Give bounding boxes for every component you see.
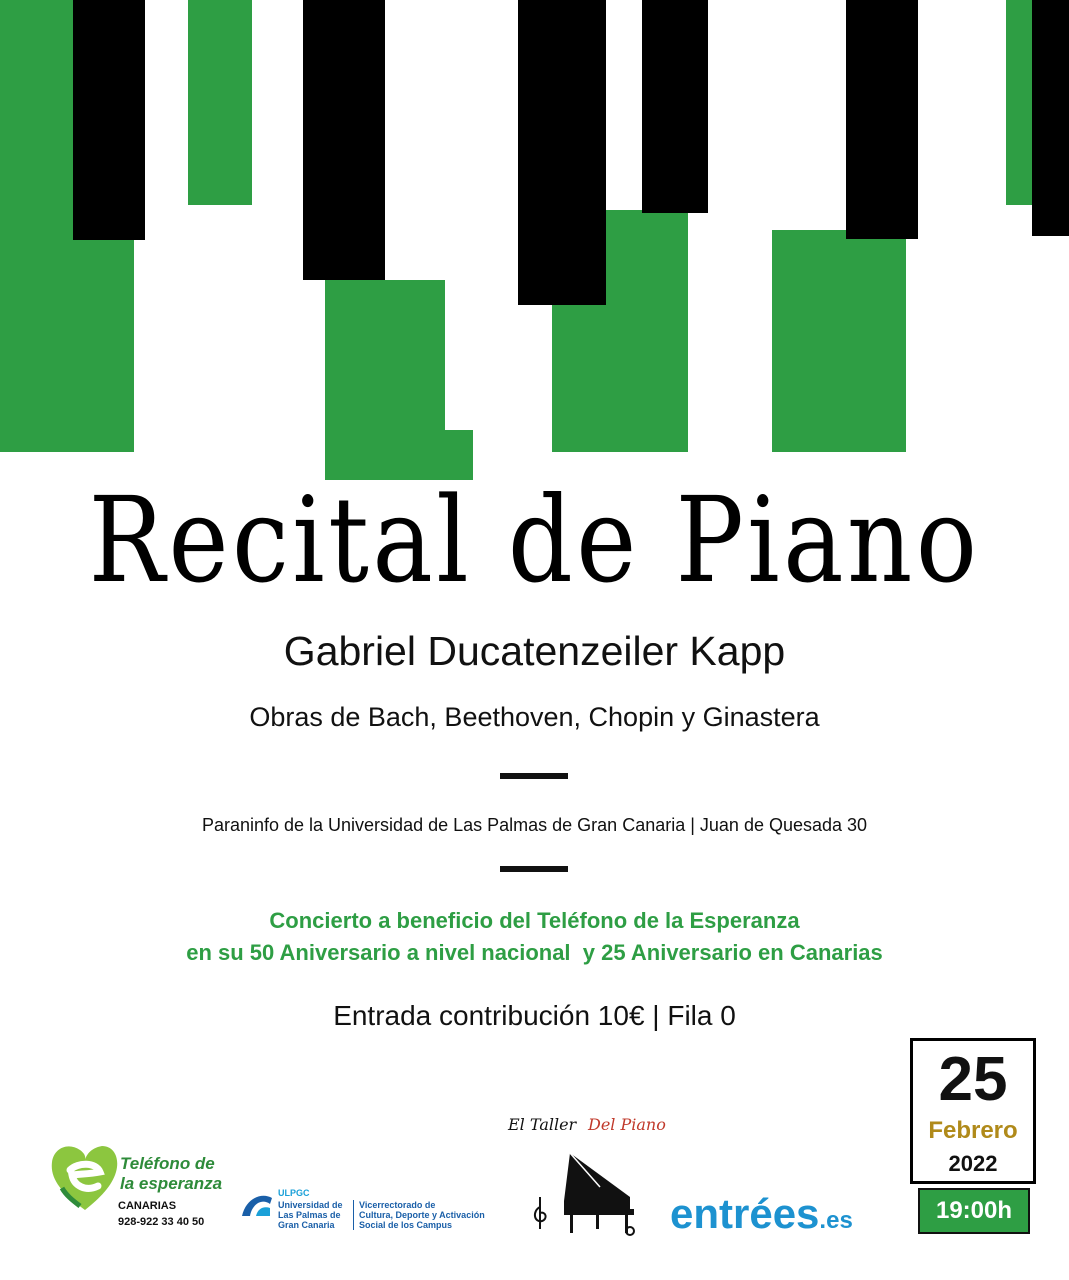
divider-bottom bbox=[500, 866, 568, 872]
taller-name-a: El Taller bbox=[508, 1115, 577, 1134]
time-badge: 19:00h bbox=[918, 1188, 1030, 1234]
telefono-name-line-1: Teléfono de bbox=[120, 1154, 215, 1173]
black-key-1 bbox=[73, 0, 145, 240]
divider-top bbox=[500, 773, 568, 779]
entrees-name: entrées bbox=[670, 1190, 820, 1237]
telefono-esperanza-logo bbox=[50, 1140, 230, 1235]
telefono-region: CANARIAS bbox=[118, 1200, 177, 1212]
green-key-5 bbox=[772, 230, 906, 452]
ulpgc-vice-line-2: Cultura, Deporte y Activación bbox=[359, 1210, 485, 1220]
venue-text: Paraninfo de la Universidad de Las Palmas de Gran Canaria | Juan de Quesada 30 bbox=[201, 815, 868, 835]
green-key-2 bbox=[188, 0, 252, 205]
green-key-3 bbox=[325, 280, 445, 480]
black-key-2 bbox=[303, 0, 385, 280]
date-day: 25 bbox=[938, 1045, 1008, 1114]
program-works: Obras de Bach, Beethoven, Chopin y Ginastera bbox=[249, 702, 820, 732]
ulpgc-vice-line-3: Social de los Campus bbox=[359, 1220, 453, 1230]
ulpgc-acronym: ULPGC bbox=[278, 1188, 310, 1198]
black-key-5 bbox=[846, 0, 918, 239]
benefit-line-2: en su 50 Aniversario a nivel nacional y 25 Aniversario en Canarias bbox=[186, 940, 883, 965]
date-box bbox=[910, 1038, 1036, 1184]
date-month: Febrero bbox=[928, 1117, 1018, 1144]
black-key-6 bbox=[1032, 0, 1069, 236]
ulpgc-line-1: Universidad de bbox=[278, 1200, 343, 1210]
green-key-1b bbox=[116, 240, 134, 452]
taller-name-b: Del Piano bbox=[588, 1115, 666, 1134]
date-year: 2022 bbox=[948, 1151, 998, 1176]
black-key-4 bbox=[642, 0, 708, 213]
benefit-line-1: Concierto a beneficio del Teléfono de la Esperanza bbox=[269, 908, 800, 933]
telefono-name-line-2: la esperanza bbox=[120, 1174, 223, 1193]
ulpgc-line-3: Gran Canaria bbox=[278, 1220, 335, 1230]
ulpgc-wave-icon bbox=[240, 1188, 274, 1222]
entrees-logo bbox=[670, 1190, 853, 1238]
ulpgc-separator bbox=[353, 1200, 354, 1230]
green-key-6 bbox=[1006, 0, 1032, 205]
entry-info: Entrada contribución 10€ | Fila 0 bbox=[333, 1000, 736, 1031]
grand-piano-icon bbox=[530, 1147, 650, 1239]
entrees-tld: .es bbox=[819, 1207, 853, 1234]
ulpgc-line-2: Las Palmas de bbox=[278, 1210, 341, 1220]
performer-name: Gabriel Ducatenzeiler Kapp bbox=[283, 628, 786, 674]
black-key-3 bbox=[518, 0, 606, 305]
ulpgc-vice-line-1: Vicerrectorado de bbox=[359, 1200, 436, 1210]
telefono-phone: 928-922 33 40 50 bbox=[118, 1216, 205, 1228]
page-title: Recital de Piano bbox=[88, 471, 981, 609]
heart-e-icon bbox=[50, 1140, 120, 1215]
taller-del-piano-logo bbox=[500, 1115, 680, 1240]
ulpgc-logo bbox=[240, 1186, 510, 1236]
